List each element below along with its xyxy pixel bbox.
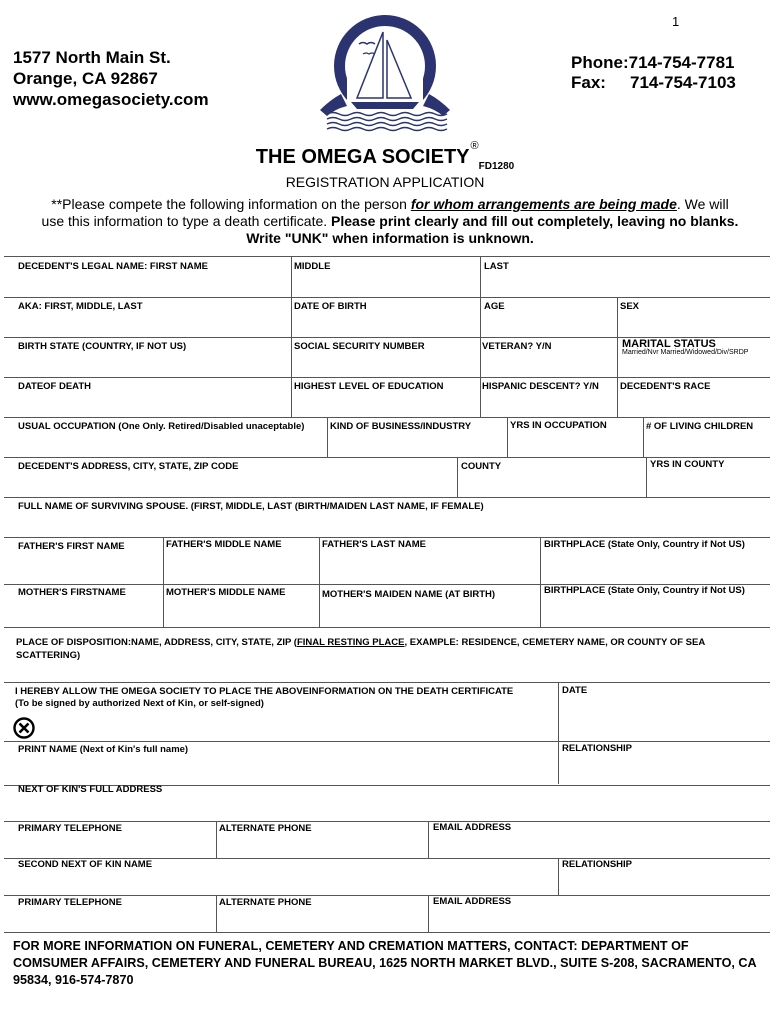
label-date-of-death: DATEOF DEATH — [18, 381, 92, 392]
label-yrs-occupation: YRS IN OCCUPATION — [510, 420, 607, 431]
address-line2: Orange, CA 92867 — [13, 69, 158, 88]
disposition-text-1: PLACE OF DISPOSITION:NAME, ADDRESS, CITY, STATE, ZIP ( — [16, 637, 297, 648]
fax-number: 714-754-7103 — [630, 73, 736, 92]
disposition-text-2: , EXAMPLE: RESIDENCE, CEMETERY NAME, OR COUNTY OF SEA SCATTERING) — [16, 637, 705, 661]
label-decedent-first-name: DECEDENT'S LEGAL NAME: FIRST NAME — [18, 261, 208, 272]
label-mother-first: MOTHER'S FIRSTNAME — [18, 587, 126, 598]
label-primary-telephone: PRIMARY TELEPHONE — [18, 823, 122, 834]
fax-label: Fax: — [571, 73, 606, 92]
label-father-birthplace: BIRTHPLACE (State Only, Country if Not US) — [544, 539, 745, 550]
company-address — [13, 47, 209, 110]
label-living-children: # OF LIVING CHILDREN — [646, 421, 754, 432]
footer-contact-info: FOR MORE INFORMATION ON FUNERAL, CEMETERY AND CREMATION MATTERS, CONTACT: DEPARTMENT OF COMSUMER AFFAIRS, CEMETERY AND FUNERAL BUREAU, 1625 NORTH MARKET BLVD., SUITE S-208, SACRAMENTO, CA 95834, 916-574-7870 — [13, 939, 757, 987]
signature-x-icon — [13, 717, 35, 739]
label-spouse: FULL NAME OF SURVIVING SPOUSE. (FIRST, MIDDLE, LAST (BIRTH/MAIDEN LAST NAME, IF FEMALE) — [18, 501, 484, 512]
label-marital-options: Married/Nvr Married/Widowed/Div/SRDP — [622, 349, 749, 356]
label-print-name: PRINT NAME (Next of Kin's full name) — [18, 744, 189, 755]
label-email-2: EMAIL ADDRESS — [433, 896, 512, 907]
label-aka: AKA: FIRST, MIDDLE, LAST — [18, 301, 143, 312]
label-father-last: FATHER'S LAST NAME — [322, 539, 426, 550]
label-relationship-2: RELATIONSHIP — [562, 859, 633, 870]
label-veteran: VETERAN? Y/N — [482, 341, 552, 352]
address-line1: 1577 North Main St. — [13, 48, 171, 67]
label-ssn: SOCIAL SECURITY NUMBER — [294, 341, 425, 352]
label-age: AGE — [484, 301, 505, 312]
label-sex: SEX — [620, 301, 640, 312]
label-middle-name: MIDDLE — [294, 261, 331, 272]
form-title — [0, 140, 770, 172]
instructions-text-1: **Please compete the following information on the person — [51, 196, 411, 212]
instructions-bold: Please print clearly and fill out completely, leaving no blanks. Write "UNK" when information is unknown. — [246, 213, 739, 246]
label-second-nok: SECOND NEXT OF KIN NAME — [18, 859, 153, 870]
label-date-of-birth: DATE OF BIRTH — [294, 301, 367, 312]
instructions-emphasis: for whom arrangements are being made — [410, 196, 677, 212]
omega-society-logo — [315, 10, 455, 136]
label-authorization: I HEREBY ALLOW THE OMEGA SOCIETY TO PLACE THE ABOVEINFORMATION ON THE DEATH CERTIFICATE — [15, 686, 514, 697]
contact-numbers — [571, 53, 736, 93]
form-subtitle: REGISTRATION APPLICATION — [285, 174, 485, 190]
phone-number: 714-754-7781 — [628, 53, 735, 72]
label-email: EMAIL ADDRESS — [433, 822, 512, 833]
label-father-first: FATHER'S FIRST NAME — [18, 541, 125, 552]
label-mother-birthplace: BIRTHPLACE (State Only, Country if Not US) — [544, 585, 745, 596]
label-hispanic: HISPANIC DESCENT? Y/N — [482, 381, 599, 392]
registered-mark: ® — [470, 140, 479, 152]
label-decedent-address: DECEDENT'S ADDRESS, CITY, STATE, ZIP CODE — [18, 461, 239, 472]
organization-name: THE OMEGA SOCIETY — [255, 146, 470, 168]
label-race: DECEDENT'S RACE — [620, 381, 711, 392]
page-number: 1 — [672, 14, 680, 29]
label-mother-maiden: MOTHER'S MAIDEN NAME (AT BIRTH) — [322, 589, 496, 600]
label-father-middle: FATHER'S MIDDLE NAME — [166, 539, 282, 550]
label-nok-address: NEXT OF KIN'S FULL ADDRESS — [18, 784, 163, 795]
label-education: HIGHEST LEVEL OF EDUCATION — [294, 381, 444, 392]
label-relationship: RELATIONSHIP — [562, 743, 633, 754]
label-mother-middle: MOTHER'S MIDDLE NAME — [166, 587, 286, 598]
label-last-name: LAST — [484, 261, 509, 272]
label-county: COUNTY — [461, 461, 502, 472]
label-primary-telephone-2: PRIMARY TELEPHONE — [18, 897, 122, 908]
label-business: KIND OF BUSINESS/INDUSTRY — [330, 421, 472, 432]
label-alternate-phone: ALTERNATE PHONE — [219, 823, 312, 834]
label-date: DATE — [562, 685, 588, 696]
label-authorization-note: (To be signed by authorized Next of Kin, or self-signed) — [15, 698, 264, 709]
instructions-text-2: . We will use this information to type a death certificate. — [41, 196, 729, 229]
form-code: FD1280 — [478, 161, 515, 172]
label-yrs-county: YRS IN COUNTY — [650, 459, 725, 470]
registration-form-grid — [4, 256, 770, 933]
disposition-underline: FINAL RESTING PLACE — [296, 637, 405, 648]
label-alternate-phone-2: ALTERNATE PHONE — [219, 897, 312, 908]
instructions — [40, 196, 740, 247]
phone-label: Phone: — [571, 53, 629, 72]
label-marital-status: MARITAL STATUS — [622, 338, 716, 350]
website: www.omegasociety.com — [13, 90, 209, 109]
label-birth-state: BIRTH STATE (COUNTRY, IF NOT US) — [18, 341, 187, 352]
label-occupation: USUAL OCCUPATION (One Only. Retired/Disabled unaceptable) — [18, 421, 305, 432]
label-disposition — [16, 636, 756, 662]
